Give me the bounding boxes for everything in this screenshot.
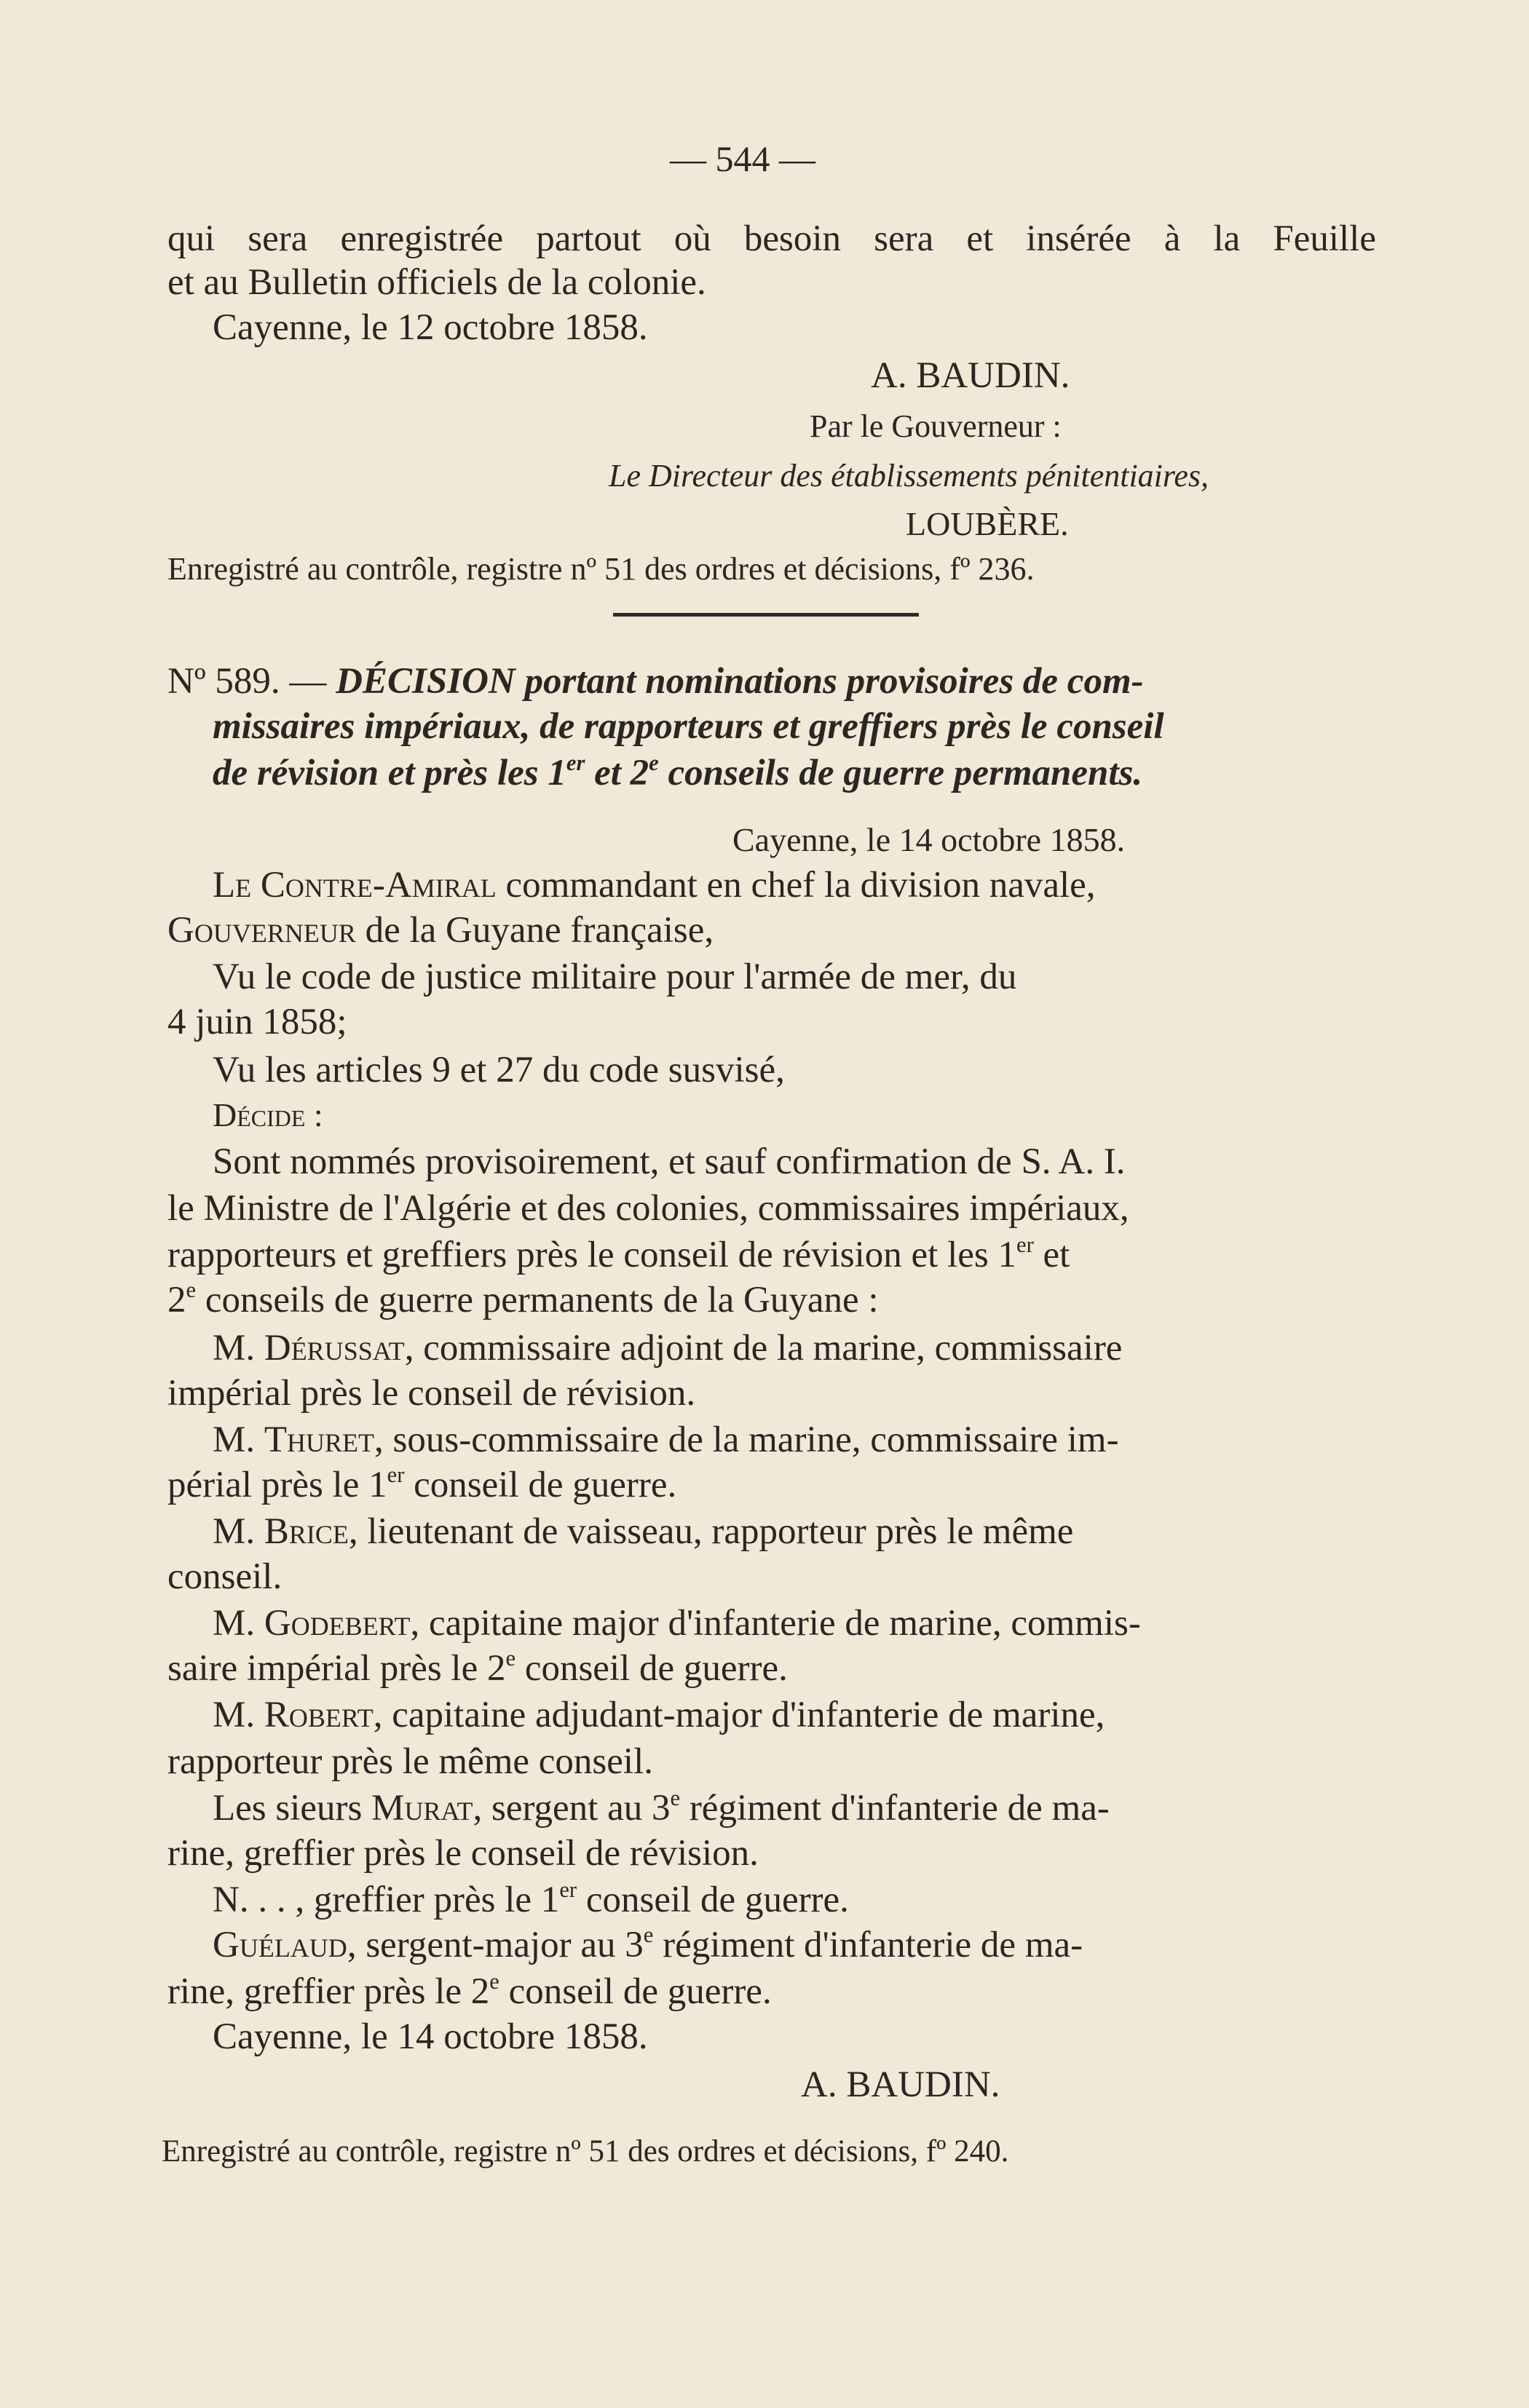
decision-title-line-2: missaires impériaux, de rapporteurs et greffiers près le conseil [213, 706, 1164, 747]
nomination-5-line-2: rapporteur près le même conseil. [167, 1741, 653, 1782]
guelaud-line-2 [167, 1970, 772, 2013]
s1-b: , sergent au 3 [473, 1788, 671, 1829]
n5-prefix: M. [213, 1695, 256, 1735]
governor-rest: de la Guyane française, [365, 910, 714, 951]
s3-name: Guélaud [213, 1925, 347, 1965]
preamble-line-2 [167, 908, 714, 952]
n1-rest: , commissaire adjoint de la marine, commissaire [404, 1328, 1123, 1369]
section-divider [613, 613, 919, 617]
continuation-line-1: qui sera enregistrée partout où besoin sera et insérée à la Feuille [167, 218, 1376, 259]
nomination-4-line-1 [213, 1601, 1141, 1645]
decision-title-line-3 [213, 751, 1142, 795]
s2-a: N. . . , greffier près le 1 [213, 1880, 560, 1920]
vu-1-line-2: 4 juin 1858; [167, 1002, 347, 1042]
closing-place-date: Cayenne, le 14 octobre 1858. [213, 2016, 648, 2057]
n2-prefix: M. [213, 1419, 256, 1460]
nomination-2-line-2 [167, 1463, 676, 1507]
decision-title-rest: portant nominations provisoires de com- [524, 661, 1144, 702]
director-title: Le Directeur des établissements pénitentiaires, [609, 458, 1209, 494]
n2-rest: , sous-commissaire de la marine, commissaire im- [374, 1419, 1119, 1460]
body-line-3 [167, 1233, 1070, 1277]
body-l4-sup: e [186, 1278, 197, 1303]
n2-l2-sup: er [387, 1462, 405, 1488]
vacant-greffier-line [213, 1878, 849, 1922]
s1-a: Les sieurs [213, 1788, 372, 1829]
nomination-4-line-2 [167, 1647, 788, 1690]
nomination-3-line-1 [213, 1510, 1073, 1553]
n4-l2-b: conseil de guerre. [515, 1648, 788, 1689]
decision-title-word: DÉCISION [336, 661, 515, 702]
s2-sup: er [559, 1877, 577, 1903]
body-l3-a: rapporteurs et greffiers près le conseil de révision et les 1 [167, 1235, 1016, 1275]
preamble-title-rest: commandant en chef la division navale, [505, 865, 1096, 906]
n2-l2-a: périal près le 1 [167, 1465, 387, 1505]
n4-prefix: M. [213, 1603, 256, 1644]
n4-rest: , capitaine major d'infanterie de marine, commis- [410, 1603, 1141, 1644]
preamble-line-1 [213, 863, 1096, 907]
body-l4-a: 2 [167, 1280, 186, 1320]
title-l3-c: conseils de guerre permanents. [658, 753, 1143, 793]
guelaud-line-1 [213, 1923, 1083, 1967]
first-signature: A. BAUDIN. [871, 355, 1070, 396]
n4-l2-a: saire impérial près le 2 [167, 1648, 506, 1689]
title-l3-sup1: er [566, 750, 585, 776]
director-name: LOUBÈRE. [906, 505, 1069, 542]
page-number: — 544 — [670, 138, 815, 179]
governor-caps: Gouverneur [167, 910, 356, 951]
n2-l2-b: conseil de guerre. [404, 1465, 677, 1505]
sieurs-line-1 [213, 1786, 1110, 1830]
s3-sup: e [643, 1922, 654, 1948]
n2-name: Thuret [264, 1419, 375, 1460]
body-l3-b: et [1033, 1235, 1070, 1275]
title-l3-b: et 2 [585, 753, 649, 793]
first-place-date: Cayenne, le 12 octobre 1858. [213, 307, 648, 348]
s2-b: conseil de guerre. [577, 1880, 849, 1920]
decide-heading: Décide : [213, 1096, 323, 1133]
n1-prefix: M. [213, 1328, 256, 1369]
n3-name: Brice [264, 1511, 349, 1552]
preamble-title-caps: Le Contre-Amiral [213, 865, 497, 906]
s1-c: régiment d'infanterie de ma- [680, 1788, 1110, 1829]
decision-title-line-1 [167, 660, 1376, 703]
body-line-1: Sont nommés provisoirement, et sauf confirmation de S. A. I. [213, 1141, 1126, 1182]
title-l3-a: de révision et près les 1 [213, 753, 566, 793]
body-line-2: le Ministre de l'Algérie et des colonies, commissaires impériaux, [167, 1188, 1129, 1229]
s1-sup: e [670, 1786, 681, 1811]
n5-name: Robert [264, 1695, 374, 1735]
n4-l2-sup: e [505, 1646, 516, 1671]
closing-signature: A. BAUDIN. [801, 2064, 1000, 2105]
title-l3-sup2: e [649, 750, 659, 776]
vu-2: Vu les articles 9 et 27 du code susvisé, [213, 1050, 785, 1090]
first-registration: Enregistré au contrôle, registre nº 51 des ordres et décisions, fº 236. [167, 551, 1035, 587]
body-l4-b: conseils de guerre permanents de la Guyane : [196, 1280, 879, 1320]
nomination-5-line-1 [213, 1693, 1105, 1737]
n1-name: Dérussat [264, 1328, 405, 1369]
s3-b: régiment d'infanterie de ma- [653, 1925, 1083, 1965]
s3-l2-b: conseil de guerre. [499, 1971, 772, 2012]
body-line-4 [167, 1278, 879, 1322]
s3-a: , sergent-major au 3 [347, 1925, 644, 1965]
body-l3-sup: er [1016, 1232, 1034, 1258]
decision-number: Nº 589. — [167, 661, 327, 702]
continuation-line-2: et au Bulletin officiels de la colonie. [167, 262, 706, 303]
vu-1-line-1: Vu le code de justice militaire pour l'armée de mer, du [213, 957, 1017, 997]
nomination-2-line-1 [213, 1418, 1119, 1462]
by-governor: Par le Gouverneur : [810, 408, 1062, 444]
sieurs-line-2: rine, greffier près le conseil de révision. [167, 1833, 759, 1874]
closing-registration: Enregistré au contrôle, registre nº 51 des ordres et décisions, fº 240. [162, 2134, 1009, 2169]
s3-l2-sup: e [489, 1969, 499, 1995]
n4-name: Godebert [264, 1603, 411, 1644]
n5-rest: , capitaine adjudant-major d'infanterie de marine, [373, 1695, 1105, 1735]
s1-name: Murat [371, 1788, 473, 1829]
nomination-1-line-2: impérial près le conseil de révision. [167, 1373, 696, 1414]
nomination-1-line-1 [213, 1326, 1122, 1370]
n3-rest: , lieutenant de vaisseau, rapporteur près le même [348, 1511, 1074, 1552]
decision-place-date: Cayenne, le 14 octobre 1858. [732, 821, 1126, 858]
s3-l2-a: rine, greffier près le 2 [167, 1971, 490, 2012]
n3-prefix: M. [213, 1511, 256, 1552]
nomination-3-line-2: conseil. [167, 1556, 283, 1597]
